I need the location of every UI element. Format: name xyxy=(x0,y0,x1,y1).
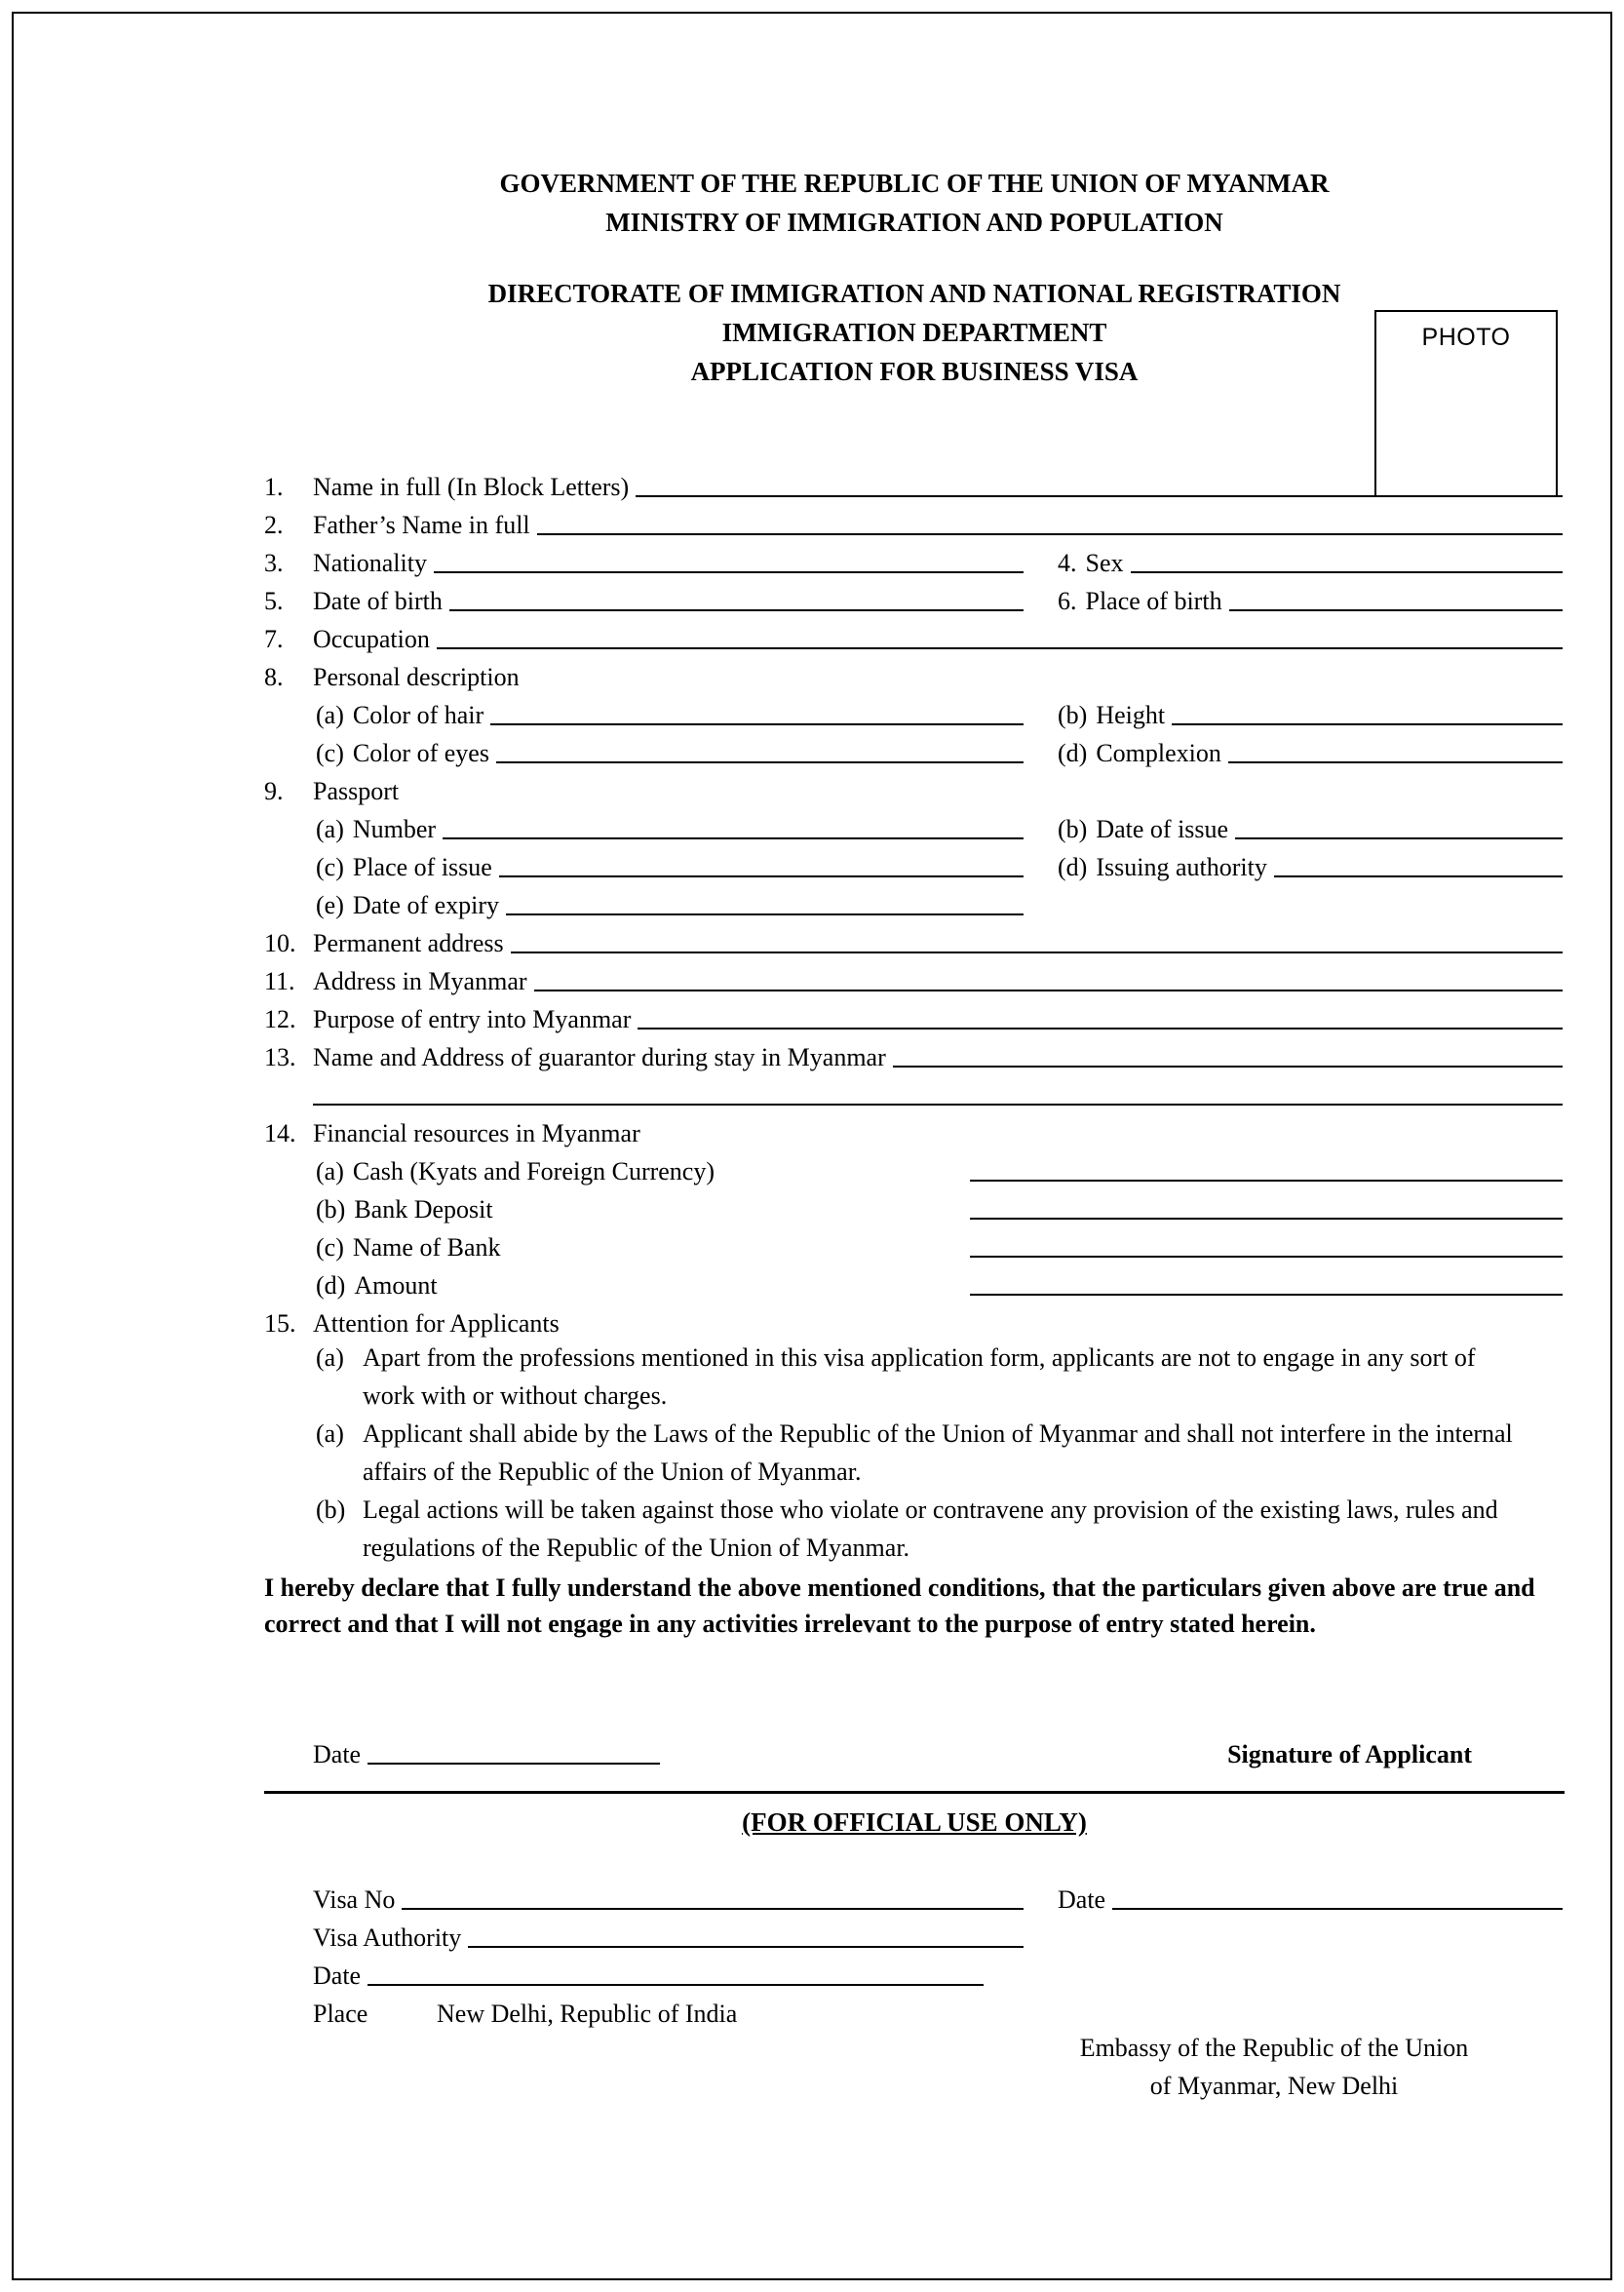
place-of-issue-field xyxy=(316,844,1025,882)
attention-paragraph-3 xyxy=(264,1491,1522,1567)
header-directorate-line: DIRECTORATE OF IMMIGRATION AND NATIONAL REGISTRATION xyxy=(487,279,1341,308)
item-letter: (a) xyxy=(316,1157,344,1185)
field-label: Complexion xyxy=(1096,739,1221,767)
amount-line[interactable] xyxy=(970,1294,1563,1296)
official-use-title: (FOR OFFICIAL USE ONLY) xyxy=(742,1807,1087,1837)
field-label: Color of hair xyxy=(352,701,484,729)
field-row-fathers-name xyxy=(264,502,1565,540)
paragraph-text: Legal actions will be taken against those who violate or contravene any provision of the existing laws, rules and regulations of the Republic of the Union of Myanmar. xyxy=(363,1496,1498,1562)
field-label: Purpose of entry into Myanmar xyxy=(313,1005,632,1033)
item-letter: (b) xyxy=(316,1195,346,1224)
field-row-permanent-address xyxy=(264,920,1565,958)
header-ministry-line: MINISTRY OF IMMIGRATION AND POPULATION xyxy=(605,208,1223,237)
field-row-passport-place-authority xyxy=(264,844,1565,882)
field-row-official-date-2 xyxy=(264,1953,1565,1991)
field-label: Cash (Kyats and Foreign Currency) xyxy=(352,1157,715,1185)
passport-number-line[interactable] xyxy=(443,837,1024,839)
field-label: Name in full (In Block Letters) xyxy=(313,473,630,501)
amount-label xyxy=(316,1270,963,1301)
item-letter: (b) xyxy=(316,1496,346,1524)
item-letter: (a) xyxy=(316,1419,344,1448)
field-label: Date of expiry xyxy=(352,891,500,919)
header-government-line: GOVERNMENT OF THE REPUBLIC OF THE UNION OF MYANMAR xyxy=(499,169,1330,198)
field-label: Visa No xyxy=(313,1885,396,1914)
height-field xyxy=(1058,692,1565,730)
purpose-of-entry-line[interactable] xyxy=(638,1028,1563,1029)
item-letter: (b) xyxy=(1058,701,1088,729)
date-of-issue-field xyxy=(1058,806,1565,844)
field-row-place xyxy=(264,1991,1565,2029)
section-attention xyxy=(264,1301,1565,1339)
cash-label xyxy=(316,1156,963,1186)
field-label: Color of eyes xyxy=(352,739,489,767)
visa-authority-field xyxy=(313,1915,1025,1953)
field-label: Issuing authority xyxy=(1096,853,1267,881)
field-row-guarantor-continued xyxy=(264,1072,1565,1110)
field-row-name-in-full xyxy=(264,464,1565,502)
section-financial-resources xyxy=(264,1110,1565,1148)
item-number: 11. xyxy=(264,967,295,995)
field-row-hair-height xyxy=(264,692,1565,730)
field-label: Visa Authority xyxy=(313,1923,462,1952)
page-title: APPLICATION FOR BUSINESS VISA xyxy=(690,357,1139,386)
form-body xyxy=(264,464,1565,2105)
item-number: 15. xyxy=(264,1309,296,1338)
place-of-issue-line[interactable] xyxy=(499,875,1024,877)
address-in-myanmar-line[interactable] xyxy=(534,990,1563,991)
field-row-visa-authority xyxy=(264,1915,1565,1953)
header-gap xyxy=(264,242,1565,274)
field-label: Bank Deposit xyxy=(354,1195,493,1224)
declaration-paragraph: I hereby declare that I fully understand the above mentioned conditions, that the particulars given above are true and correct and that I will not engage in any activities irrelevant to the purpose of entry stated herein. xyxy=(264,1573,1535,1638)
guarantor-line-2[interactable] xyxy=(313,1104,1563,1106)
item-number: 4. xyxy=(1058,549,1077,577)
item-letter: (b) xyxy=(1058,815,1088,843)
official-use-section xyxy=(264,1877,1565,2105)
embassy-line-1: Embassy of the Republic of the Union xyxy=(1079,2034,1469,2062)
date-of-birth-field xyxy=(264,578,1025,616)
item-number: 7. xyxy=(264,625,284,653)
fathers-name-line[interactable] xyxy=(537,533,1563,535)
field-label: Height xyxy=(1096,701,1166,729)
place-value: New Delhi, Republic of India xyxy=(437,2000,738,2028)
field-label: Father’s Name in full xyxy=(313,511,530,539)
date-of-expiry-line[interactable] xyxy=(506,913,1024,915)
visa-no-field xyxy=(313,1877,1025,1915)
item-letter: (a) xyxy=(316,701,344,729)
name-of-bank-label xyxy=(316,1232,963,1263)
signature-date-line[interactable] xyxy=(367,1763,660,1765)
item-number: 10. xyxy=(264,929,296,957)
field-label: Address in Myanmar xyxy=(313,967,527,995)
field-label: Date xyxy=(1058,1885,1106,1914)
embassy-line-2: of Myanmar, New Delhi xyxy=(1149,2072,1399,2100)
official-date-field xyxy=(1058,1877,1565,1915)
section-label: Personal description xyxy=(313,663,520,691)
official-date2-field xyxy=(313,1953,986,1991)
form-content xyxy=(264,164,1565,2105)
field-label: Place of birth xyxy=(1085,587,1222,615)
item-number: 13. xyxy=(264,1043,296,1071)
field-label: Name of Bank xyxy=(352,1233,501,1262)
item-letter: (d) xyxy=(316,1271,346,1300)
item-letter: (c) xyxy=(316,853,344,881)
attention-paragraph-2 xyxy=(264,1415,1522,1491)
field-row-name-of-bank xyxy=(264,1224,1565,1263)
date-of-birth-line[interactable] xyxy=(449,609,1024,611)
item-number: 6. xyxy=(1058,587,1077,615)
item-number: 8. xyxy=(264,663,284,691)
item-number: 2. xyxy=(264,511,284,539)
attention-paragraph-1 xyxy=(264,1339,1522,1415)
passport-number-field xyxy=(316,806,1025,844)
field-row-passport-expiry xyxy=(264,882,1565,920)
date-of-issue-line[interactable] xyxy=(1235,837,1563,839)
issuing-authority-field xyxy=(1058,844,1565,882)
complexion-field xyxy=(1058,730,1565,768)
section-label: Attention for Applicants xyxy=(313,1309,560,1338)
field-label: Occupation xyxy=(313,625,430,653)
item-number: 14. xyxy=(264,1119,296,1147)
section-label: Financial resources in Myanmar xyxy=(313,1119,640,1147)
cash-line[interactable] xyxy=(970,1180,1563,1182)
field-row-visa-no-date xyxy=(264,1877,1565,1915)
item-letter: (a) xyxy=(316,815,344,843)
item-letter: (a) xyxy=(316,1343,344,1372)
section-divider xyxy=(264,1791,1565,1794)
item-number: 5. xyxy=(264,587,284,615)
item-letter: (c) xyxy=(316,739,344,767)
date-of-expiry-field xyxy=(316,882,1025,920)
permanent-address-line[interactable] xyxy=(511,952,1563,953)
field-label: Date of birth xyxy=(313,587,443,615)
section-passport xyxy=(264,768,1565,806)
paragraph-text: Applicant shall abide by the Laws of the Republic of the Union of Myanmar and shall not interfere in the internal affairs of the Republic of the Union of Myanmar. xyxy=(363,1419,1513,1486)
section-personal-description xyxy=(264,654,1565,692)
section-label: Passport xyxy=(313,777,400,805)
field-row-nationality-sex xyxy=(264,540,1565,578)
official-date2-line[interactable] xyxy=(367,1984,984,1986)
signature-row xyxy=(264,1731,1565,1769)
item-number: 3. xyxy=(264,549,284,577)
bank-deposit-line[interactable] xyxy=(970,1218,1563,1220)
place-of-birth-line[interactable] xyxy=(1229,609,1563,611)
field-row-amount xyxy=(264,1263,1565,1301)
item-letter: (e) xyxy=(316,891,344,919)
field-label: Date of issue xyxy=(1096,815,1229,843)
field-row-cash xyxy=(264,1148,1565,1186)
field-row-bank-deposit xyxy=(264,1186,1565,1224)
field-row-dob-pob xyxy=(264,578,1565,616)
name-of-bank-line[interactable] xyxy=(970,1256,1563,1258)
header-department-line: IMMIGRATION DEPARTMENT xyxy=(721,318,1107,347)
official-date-line[interactable] xyxy=(1112,1908,1563,1910)
color-of-eyes-field xyxy=(316,730,1025,768)
height-line[interactable] xyxy=(1172,723,1563,725)
place-of-birth-field xyxy=(1058,578,1565,616)
item-number: 9. xyxy=(264,777,284,805)
field-row-address-in-myanmar xyxy=(264,958,1565,996)
field-row-purpose-of-entry xyxy=(264,996,1565,1034)
field-label: Date xyxy=(313,1962,362,1990)
field-row-guarantor xyxy=(264,1034,1565,1072)
item-letter: (c) xyxy=(316,1233,344,1262)
color-of-hair-line[interactable] xyxy=(490,723,1024,725)
color-of-eyes-line[interactable] xyxy=(496,761,1024,763)
item-number: 12. xyxy=(264,1005,296,1033)
sex-line[interactable] xyxy=(1131,571,1564,573)
sex-field xyxy=(1058,540,1565,578)
field-row-occupation xyxy=(264,616,1565,654)
visa-authority-line[interactable] xyxy=(468,1946,1024,1948)
field-label: Name and Address of guarantor during stay in Myanmar xyxy=(313,1043,886,1071)
field-label: Nationality xyxy=(313,549,427,577)
nationality-field xyxy=(264,540,1025,578)
item-letter: (d) xyxy=(1058,853,1088,881)
place-label: Place xyxy=(313,2000,368,2028)
occupation-line[interactable] xyxy=(437,647,1563,649)
issuing-authority-line[interactable] xyxy=(1274,875,1563,877)
field-row-eyes-complexion xyxy=(264,730,1565,768)
field-row-passport-number-issue xyxy=(264,806,1565,844)
date-label: Date xyxy=(313,1740,362,1768)
field-label: Number xyxy=(352,815,437,843)
form-header xyxy=(264,164,1565,391)
item-letter: (d) xyxy=(1058,739,1088,767)
photo-label: PHOTO xyxy=(1421,324,1511,351)
guarantor-line-1[interactable] xyxy=(893,1066,1563,1068)
visa-no-line[interactable] xyxy=(402,1908,1024,1910)
field-label: Amount xyxy=(354,1271,438,1300)
nationality-line[interactable] xyxy=(434,571,1024,573)
embassy-block xyxy=(1011,2029,1537,2105)
bank-deposit-label xyxy=(316,1194,963,1224)
name-in-full-line[interactable] xyxy=(636,495,1563,497)
field-label: Sex xyxy=(1085,549,1124,577)
item-number: 1. xyxy=(264,473,284,501)
paragraph-text: Apart from the professions mentioned in this visa application form, applicants are not to engage in any sort of work with or without charges. xyxy=(363,1343,1476,1410)
color-of-hair-field xyxy=(316,692,1025,730)
complexion-line[interactable] xyxy=(1228,761,1563,763)
signature-of-applicant-label: Signature of Applicant xyxy=(1227,1740,1472,1768)
field-label: Permanent address xyxy=(313,929,504,957)
field-label: Place of issue xyxy=(352,853,492,881)
